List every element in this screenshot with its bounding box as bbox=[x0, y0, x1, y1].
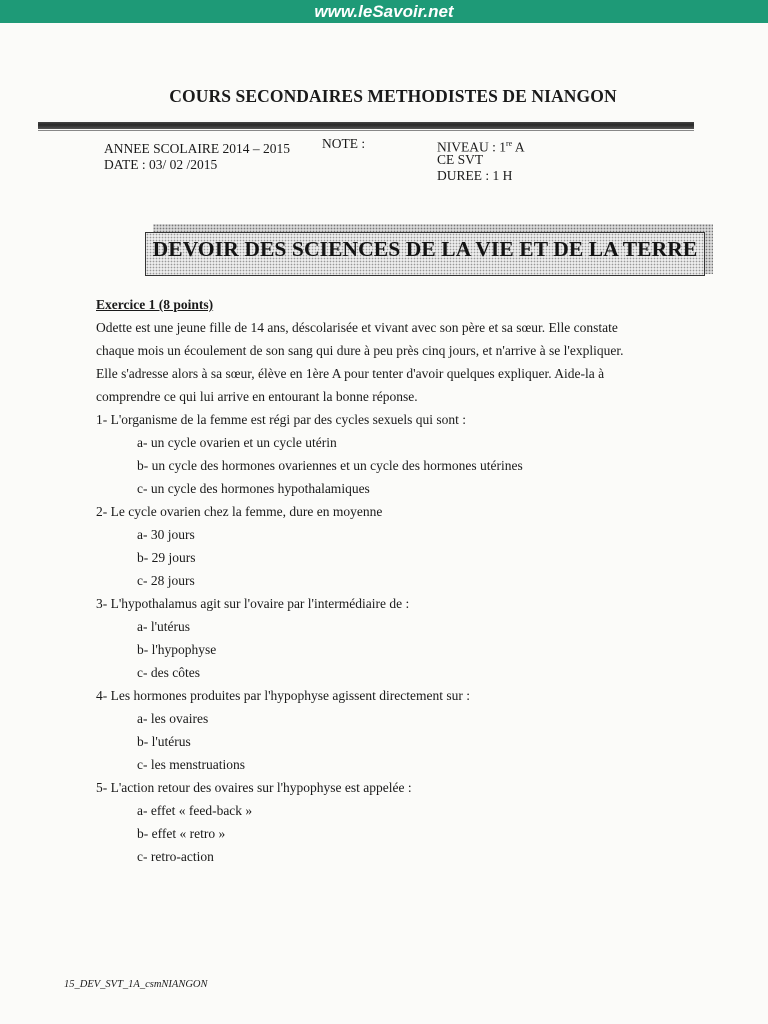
school-name: COURS SECONDAIRES METHODISTES DE NIANGON bbox=[169, 86, 617, 106]
exercise-content bbox=[96, 294, 676, 868]
intro-line: comprendre ce qui lui arrive en entourant la bonne réponse. bbox=[96, 389, 418, 404]
question-2: 2- Le cycle ovarien chez la femme, dure en moyenne bbox=[96, 504, 383, 519]
header-rule-thin bbox=[38, 130, 694, 131]
q5-option-c[interactable]: c- retro-action bbox=[137, 849, 214, 864]
level-superscript: re bbox=[506, 139, 513, 148]
q3-option-a[interactable]: a- l'utérus bbox=[137, 619, 191, 634]
q1-option-c[interactable]: c- un cycle des hormones hypothalamiques bbox=[137, 481, 370, 496]
school-year: ANNEE SCOLAIRE 2014 – 2015 bbox=[104, 141, 290, 156]
q3-option-b[interactable]: b- l'hypophyse bbox=[137, 642, 217, 657]
question-5: 5- L'action retour des ovaires sur l'hypophyse est appelée : bbox=[96, 780, 412, 795]
question-4: 4- Les hormones produites par l'hypophyse agissent directement sur : bbox=[96, 688, 470, 703]
site-banner[interactable] bbox=[0, 0, 768, 23]
exercise-intro bbox=[96, 316, 676, 408]
q4-option-c[interactable]: c- les menstruations bbox=[137, 757, 245, 772]
site-banner-link[interactable]: www.leSavoir.net bbox=[314, 2, 454, 21]
q5-option-a[interactable]: a- effet « feed-back » bbox=[137, 803, 253, 818]
intro-line: Elle s'adresse alors à sa sœur, élève en 1ère A pour tenter d'avoir quelques expliquer. Aide-la à bbox=[96, 366, 605, 381]
exercise-title: Exercice 1 (8 points) bbox=[96, 297, 214, 312]
question-3: 3- L'hypothalamus agit sur l'ovaire par l'intermédiaire de : bbox=[96, 596, 410, 611]
q1-option-b[interactable]: b- un cycle des hormones ovariennes et un cycle des hormones utérines bbox=[137, 458, 523, 473]
exam-title: DEVOIR DES SCIENCES DE LA VIE ET DE LA TERRE bbox=[152, 237, 698, 261]
level-label: NIVEAU : 1 bbox=[437, 139, 506, 155]
subject: CE SVT bbox=[437, 152, 484, 167]
question-1: 1- L'organisme de la femme est régi par des cycles sexuels qui sont : bbox=[96, 412, 466, 427]
q5-option-b[interactable]: b- effet « retro » bbox=[137, 826, 226, 841]
q1-option-a[interactable]: a- un cycle ovarien et un cycle utérin bbox=[137, 435, 337, 450]
level-suffix: A bbox=[512, 139, 525, 155]
header-rule bbox=[38, 122, 694, 129]
q2-option-a[interactable]: a- 30 jours bbox=[137, 527, 195, 542]
q2-option-b[interactable]: b- 29 jours bbox=[137, 550, 196, 565]
duration: DUREE : 1 H bbox=[437, 168, 513, 183]
q3-option-c[interactable]: c- des côtes bbox=[137, 665, 200, 680]
q2-option-c[interactable]: c- 28 jours bbox=[137, 573, 195, 588]
q4-option-a[interactable]: a- les ovaires bbox=[137, 711, 209, 726]
exam-date: DATE : 03/ 02 /2015 bbox=[104, 157, 218, 172]
intro-line: chaque mois un écoulement de son sang qui dure à peu près cinq jours, et n'arrive à se l'expliquer. bbox=[96, 343, 624, 358]
q4-option-b[interactable]: b- l'utérus bbox=[137, 734, 191, 749]
intro-line: Odette est une jeune fille de 14 ans, déscolarisée et vivant avec son père et sa sœur. Elle constate bbox=[96, 320, 618, 335]
note-label: NOTE : bbox=[322, 136, 366, 151]
document-footer: 15_DEV_SVT_1A_csmNIANGON bbox=[64, 979, 208, 990]
